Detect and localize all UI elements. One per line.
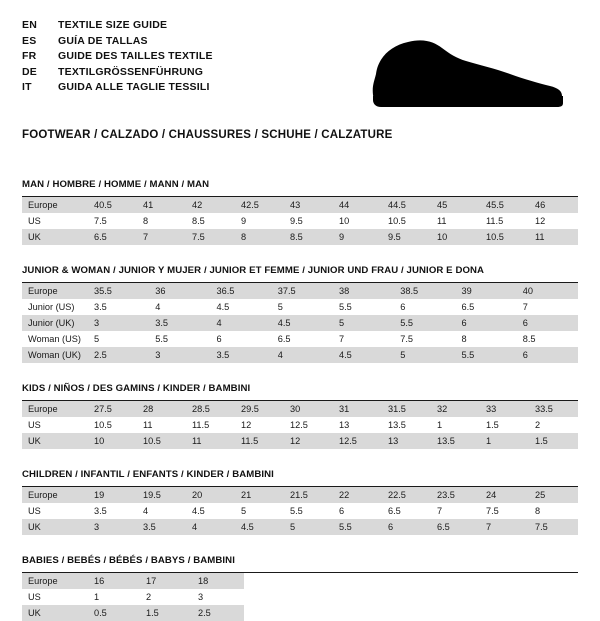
- row-label: Europe: [22, 401, 88, 417]
- cell: 4.5: [192, 506, 205, 516]
- table-row: [22, 519, 578, 535]
- table-row: [22, 605, 578, 621]
- dress-shoe-icon: [368, 28, 568, 114]
- language-title: TEXTILE SIZE GUIDE: [58, 19, 168, 31]
- cell: 40: [517, 283, 578, 299]
- language-row: [22, 65, 213, 81]
- cell: 36: [149, 283, 210, 299]
- row-label: US: [28, 216, 41, 226]
- section-children: [22, 469, 578, 535]
- cell: 5.5: [339, 302, 352, 312]
- language-code: IT: [22, 81, 32, 93]
- cell: 13.5: [431, 433, 480, 449]
- cell: 4: [272, 347, 333, 363]
- cell: 7: [339, 334, 345, 344]
- cell: 31: [333, 401, 382, 417]
- row-label: US: [28, 506, 41, 516]
- cell: 1: [94, 592, 100, 602]
- cell: 7: [137, 229, 186, 245]
- cell: 28: [137, 401, 186, 417]
- cell: 5: [241, 506, 247, 516]
- cell: 44.5: [382, 197, 431, 213]
- row-label: UK: [22, 433, 88, 449]
- cell: 11: [143, 420, 153, 430]
- cell: 20: [186, 487, 235, 503]
- cell: 4: [186, 519, 235, 535]
- language-title: GUÍA DE TALLAS: [58, 34, 148, 47]
- cell: 6: [456, 315, 517, 331]
- cell: 5: [94, 334, 100, 344]
- cell: 40.5: [88, 197, 137, 213]
- cell: 8: [235, 229, 284, 245]
- cell: 7.5: [94, 216, 107, 226]
- row-label: UK: [22, 519, 88, 535]
- cell: 6: [517, 315, 578, 331]
- cell: 17: [140, 573, 192, 589]
- cell: 30: [284, 401, 333, 417]
- table-row: [22, 347, 578, 363]
- cell: 38: [333, 283, 394, 299]
- table-row: [22, 331, 578, 347]
- cell-empty: [244, 573, 578, 589]
- cell: 28.5: [186, 401, 235, 417]
- size-table-children: [22, 487, 578, 535]
- cell: 3.5: [137, 519, 186, 535]
- language-row: [22, 34, 213, 50]
- row-label: Europe: [22, 283, 88, 299]
- cell: 5: [394, 347, 455, 363]
- cell: 2.5: [192, 605, 244, 621]
- cell: 1.5: [140, 605, 192, 621]
- cell: 10: [339, 216, 350, 226]
- cell: 43: [284, 197, 333, 213]
- cell: 25: [529, 487, 578, 503]
- cell: 7.5: [529, 519, 578, 535]
- section-title: JUNIOR & WOMAN / JUNIOR Y MUJER / JUNIOR ET FEMME / JUNIOR UND FRAU / JUNIOR E DONA: [22, 265, 578, 283]
- cell: 38.5: [394, 283, 455, 299]
- cell: 18: [192, 573, 244, 589]
- cell: 7: [522, 302, 528, 312]
- cell: 42: [186, 197, 235, 213]
- cell: 45.5: [480, 197, 529, 213]
- cell: 7.5: [186, 229, 235, 245]
- row-label: US: [28, 420, 41, 430]
- table-row: [22, 433, 578, 449]
- section-junior-woman: [22, 265, 578, 363]
- language-title: GUIDA ALLE TAGLIE TESSILI: [58, 81, 210, 93]
- table-row: [22, 573, 578, 589]
- cell: 6: [216, 334, 222, 344]
- cell: 1.5: [529, 433, 578, 449]
- cell-empty: [244, 605, 578, 621]
- language-row: [22, 49, 213, 65]
- cell: 3: [149, 347, 210, 363]
- cell: 21.5: [284, 487, 333, 503]
- cell: 1.5: [486, 420, 499, 430]
- cell: 8.5: [192, 216, 205, 226]
- cell: 10.5: [480, 229, 529, 245]
- cell: 39: [456, 283, 517, 299]
- cell: 3.5: [149, 315, 210, 331]
- cell: 44: [333, 197, 382, 213]
- size-table-kids: [22, 401, 578, 449]
- cell: 16: [88, 573, 140, 589]
- row-label: UK: [22, 605, 88, 621]
- cell: 1: [480, 433, 529, 449]
- section-babies: [22, 555, 578, 621]
- section-title: BABIES / BEBÉS / BÉBÉS / BABYS / BAMBINI: [22, 555, 578, 573]
- cell: 11.5: [235, 433, 284, 449]
- cell: 22: [333, 487, 382, 503]
- cell: 11: [529, 229, 578, 245]
- cell: 2: [146, 592, 152, 602]
- cell: 6.5: [431, 519, 480, 535]
- cell: 5.5: [394, 315, 455, 331]
- size-table-junior-woman: [22, 283, 578, 363]
- cell: 12: [241, 420, 252, 430]
- cell: 10.5: [94, 420, 112, 430]
- table-row: [22, 401, 578, 417]
- row-label: Woman (US): [28, 334, 81, 344]
- language-title: GUIDE DES TAILLES TEXTILE: [58, 50, 213, 62]
- cell: 27.5: [88, 401, 137, 417]
- cell: 46: [529, 197, 578, 213]
- table-row: [22, 197, 578, 213]
- cell: 4: [143, 506, 149, 516]
- cell: 9.5: [290, 216, 303, 226]
- cell: 11: [437, 216, 447, 226]
- row-label: Europe: [22, 197, 88, 213]
- cell: 36.5: [211, 283, 272, 299]
- cell: 33.5: [529, 401, 578, 417]
- cell: 11.5: [192, 420, 210, 430]
- cell: 8: [535, 506, 541, 516]
- cell: 19: [88, 487, 137, 503]
- cell: 32: [431, 401, 480, 417]
- row-label: US: [28, 592, 41, 602]
- cell: 29.5: [235, 401, 284, 417]
- size-table-man: [22, 197, 578, 245]
- section-man: [22, 179, 578, 245]
- cell: 6: [382, 519, 431, 535]
- cell: 19.5: [137, 487, 186, 503]
- cell: 31.5: [382, 401, 431, 417]
- section-title: CHILDREN / INFANTIL / ENFANTS / KINDER / BAMBINI: [22, 469, 578, 487]
- cell: 2: [535, 420, 541, 430]
- cell: 6: [339, 506, 345, 516]
- cell: 2.5: [88, 347, 149, 363]
- cell: 8: [143, 216, 149, 226]
- document-header: [22, 18, 578, 114]
- cell: 4.5: [235, 519, 284, 535]
- cell: 9: [241, 216, 247, 226]
- cell: 3: [88, 519, 137, 535]
- cell: 4.5: [333, 347, 394, 363]
- table-row: [22, 503, 578, 519]
- cell: 37.5: [272, 283, 333, 299]
- row-label: Europe: [22, 487, 88, 503]
- size-table-babies: [22, 573, 578, 621]
- cell: 45: [431, 197, 480, 213]
- cell: 9.5: [382, 229, 431, 245]
- table-row: [22, 315, 578, 331]
- table-row: [22, 417, 578, 433]
- cell: 3.5: [94, 506, 107, 516]
- cell: 6: [400, 302, 406, 312]
- row-label: Europe: [22, 573, 88, 589]
- cell: 10: [88, 433, 137, 449]
- cell: 22.5: [382, 487, 431, 503]
- cell: 33: [480, 401, 529, 417]
- cell: 5: [333, 315, 394, 331]
- table-row: [22, 299, 578, 315]
- cell-empty: [244, 589, 578, 605]
- cell: 4: [155, 302, 161, 312]
- cell: 13: [382, 433, 431, 449]
- language-row: [22, 18, 213, 34]
- cell: 12.5: [333, 433, 382, 449]
- cell: 35.5: [88, 283, 149, 299]
- cell: 12.5: [290, 420, 308, 430]
- cell: 23.5: [431, 487, 480, 503]
- cell: 13: [339, 420, 350, 430]
- table-row: [22, 487, 578, 503]
- cell: 5.5: [333, 519, 382, 535]
- cell: 6.5: [461, 302, 475, 312]
- cell: 42.5: [235, 197, 284, 213]
- cell: 41: [137, 197, 186, 213]
- row-label: Junior (US): [28, 302, 75, 312]
- row-label: Junior (UK): [22, 315, 88, 331]
- cell: 4.5: [272, 315, 333, 331]
- cell: 7.5: [486, 506, 499, 516]
- cell: 10.5: [388, 216, 406, 226]
- cell: 8.5: [522, 334, 536, 344]
- cell: 24: [480, 487, 529, 503]
- cell: 0.5: [88, 605, 140, 621]
- cell: 10.5: [137, 433, 186, 449]
- cell: 8: [461, 334, 467, 344]
- row-label: Woman (UK): [22, 347, 88, 363]
- cell: 6.5: [88, 229, 137, 245]
- cell: 7: [437, 506, 443, 516]
- cell: 3: [198, 592, 204, 602]
- cell: 10: [431, 229, 480, 245]
- cell: 12: [284, 433, 333, 449]
- cell: 13.5: [388, 420, 406, 430]
- cell: 4: [211, 315, 272, 331]
- language-title: TEXTILGRÖSSENFÜHRUNG: [58, 65, 204, 78]
- language-code: EN: [22, 19, 37, 31]
- cell: 8.5: [284, 229, 333, 245]
- cell: 11: [186, 433, 235, 449]
- cell: 21: [235, 487, 284, 503]
- cell: 3.5: [211, 347, 272, 363]
- cell: 5: [284, 519, 333, 535]
- cell: 6.5: [388, 506, 401, 516]
- table-row: [22, 213, 578, 229]
- cell: 5: [277, 302, 283, 312]
- section-kids: [22, 383, 578, 449]
- language-code: FR: [22, 50, 37, 62]
- cell: 6: [517, 347, 578, 363]
- footwear-heading: FOOTWEAR / CALZADO / CHAUSSURES / SCHUHE / CALZATURE: [22, 129, 393, 141]
- section-title: MAN / HOMBRE / HOMME / MANN / MAN: [22, 179, 578, 197]
- cell: 3: [88, 315, 149, 331]
- language-row: [22, 80, 213, 96]
- cell: 12: [535, 216, 546, 226]
- cell: 4.5: [216, 302, 230, 312]
- cell: 7: [480, 519, 529, 535]
- cell: 1: [437, 420, 443, 430]
- cell: 3.5: [94, 302, 107, 312]
- section-title: KIDS / NIÑOS / DES GAMINS / KINDER / BAMBINI: [22, 383, 578, 401]
- cell: 9: [333, 229, 382, 245]
- language-code: DE: [22, 65, 37, 78]
- table-row: [22, 229, 578, 245]
- row-label: UK: [22, 229, 88, 245]
- language-code: ES: [22, 34, 37, 47]
- cell: 6.5: [277, 334, 291, 344]
- table-row: [22, 589, 578, 605]
- cell: 5.5: [155, 334, 169, 344]
- cell: 5.5: [290, 506, 303, 516]
- table-row: [22, 283, 578, 299]
- cell: 5.5: [456, 347, 517, 363]
- cell: 11.5: [486, 216, 504, 226]
- cell: 7.5: [400, 334, 414, 344]
- language-title-list: [22, 18, 213, 96]
